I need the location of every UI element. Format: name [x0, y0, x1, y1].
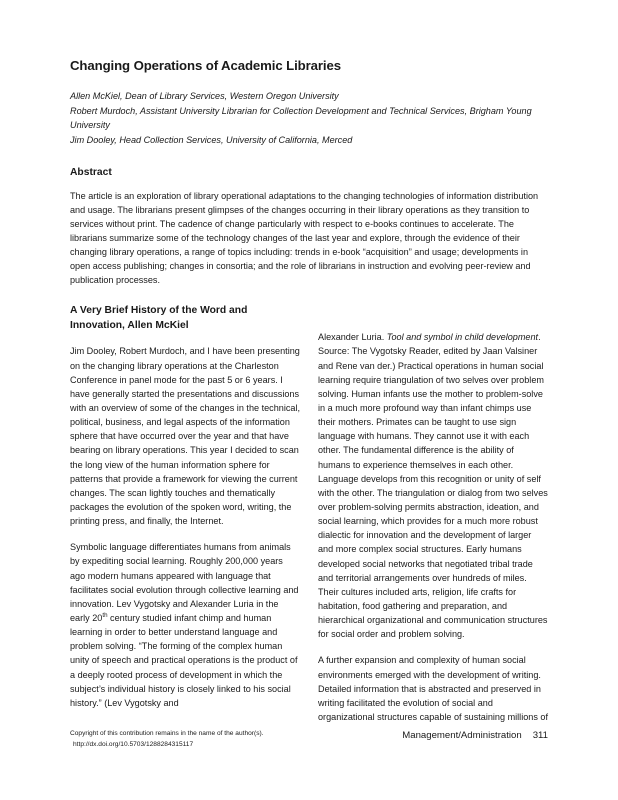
author-line-1: Allen McKiel, Dean of Library Services, Western Oregon University	[70, 90, 339, 101]
left-paragraph-2	[70, 540, 300, 710]
footer-left-block	[70, 729, 264, 750]
column-top-spacer	[318, 304, 548, 330]
abstract-heading: Abstract	[70, 166, 112, 178]
citation-author: Alexander Luria.	[318, 332, 387, 343]
footer-section-label: Management/Administration	[402, 730, 522, 741]
abstract-body: The article is an exploration of library operational adaptations to the changing technologies of information distribution and usage. The librarians present glimpses of the changes occurring in their library operations as they transition to services without print. The cadence of change particularly with respect to e-books continues to accelerate. The librarians summarize some of the technology changes of the last year and explore, through the evidence of their changing library operations, a range of topics including: trends in e-book “acquisition” and usage; developments in open access publishing; changes in consortia; and the role of librarians in instruction and evolving peer-review and publication processes.	[70, 190, 539, 286]
citation-title: Tool and symbol in child development	[386, 332, 539, 343]
left-paragraph-1: Jim Dooley, Robert Murdoch, and I have been presenting on the changing library operations at the Charleston Conference in panel mode for the past 5 or 6 years. I have generally started the presentations and discussions with an overview of some of the changes in the technical, political, business, and legal aspects of the information sphere that have occurred over the year and that have bearing on library operations. This year I decided to scan the long view of the human information sphere for patterns that provide a framework for viewing the current changes. The scan lightly touches and thematically packages the evolution of the spoken word, writing, the printing press, and finally, the Internet.	[70, 346, 300, 527]
left-paragraph-2-part2: century studied infant chimp and human learning in order to better understand language and problem solving. “The forming of the complex human unity of speech and practical operations is the product of a deeply rooted process of development in which the subject’s individual history is closely linked to his social history.” (Lev Vygotsky and	[70, 613, 298, 708]
ordinal-superscript: th	[102, 611, 108, 619]
right-column	[318, 304, 548, 724]
copyright-notice: Copyright of this contribution remains in the name of the author(s).	[70, 730, 264, 737]
section-heading: A Very Brief History of the Word and Innovation, Allen McKiel	[70, 305, 248, 331]
page-footer	[70, 729, 548, 750]
left-column	[70, 304, 300, 710]
page-number: 311	[532, 730, 548, 741]
author-block	[70, 89, 548, 148]
right-paragraph-1-rest: . Source: The Vygotsky Reader, edited by Jaan Valsiner and Rene van der.) Practical operations in human social learning require triangulation of two selves over problem solving. Human infants use the mother to problem-solve in a much more profound way than infant chimps use their mothers. Primates can be taught to use sign language with humans. They cannot use it with each other. The fundamental difference is the ability of humans to experience themselves in each other. Language develops from this recognition or unity of self with the other. The triangulation or dialog from two selves over problem-solving permits abstraction, ideation, and social learning, which provides for a much more robust dialectic for innovation and the development of larger and more complex social structures. Early humans developed social networks that negotiated tribal trade and territorial arrangements over hundreds of miles. Their cultures included arts, religion, life crafts for habitation, food gathering and preparation, and hierarchical organizational and communication structures for social order and problem solving.	[318, 332, 548, 640]
footer-right-block	[402, 729, 548, 741]
page-title: Changing Operations of Academic Libraries	[70, 58, 341, 73]
page-content	[70, 58, 548, 724]
author-line-2: Robert Murdoch, Assistant University Librarian for Collection Development and Technical Services, Brigham Young University	[70, 105, 532, 131]
body-columns	[70, 304, 548, 724]
author-line-3: Jim Dooley, Head Collection Services, University of California, Merced	[70, 135, 353, 145]
right-paragraph-1	[318, 330, 548, 641]
right-paragraph-2: A further expansion and complexity of human social environments emerged with the development of writing. Detailed information that is abstracted and preserved in writing facilitated the evolution of social and organizational structures capable of sustaining millions of	[318, 655, 548, 722]
doi-link[interactable]: http://dx.doi.org/10.5703/1288284315117	[73, 740, 194, 748]
left-paragraph-2-part1: Symbolic language differentiates humans from animals by expediting social learning. Roughly 200,000 years ago modern humans appeared with language that facilitates social evolution through collective learning and innovation. Lev Vygotsky and Alexander Luria in the early 20	[70, 542, 299, 624]
